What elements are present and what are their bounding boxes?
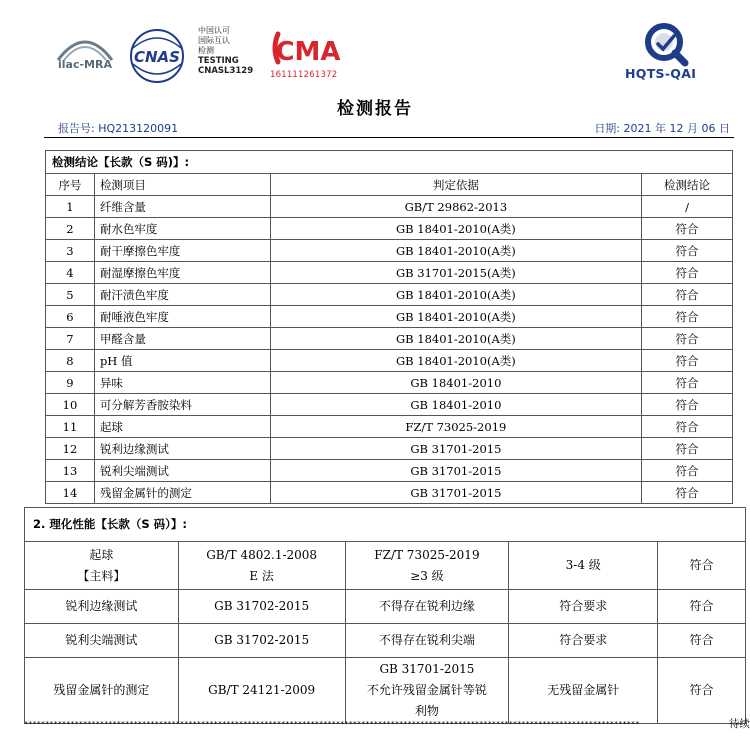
- row-number: 12: [46, 438, 95, 460]
- column-header: 检测项目: [94, 174, 270, 196]
- test-result: [509, 590, 658, 624]
- test-result: [509, 658, 658, 724]
- standard: GB 31701-2015: [270, 438, 641, 460]
- conclusion: 符合: [642, 394, 733, 416]
- row-number: 11: [46, 416, 95, 438]
- test-item: 残留金属针的测定: [94, 482, 270, 504]
- conclusion: 符合: [642, 372, 733, 394]
- test-item: [25, 590, 179, 624]
- conclusion: 符合: [642, 482, 733, 504]
- standard: GB 31701-2015: [270, 460, 641, 482]
- table-row: [46, 350, 733, 372]
- row-number: 4: [46, 262, 95, 284]
- conclusion-table: [45, 150, 733, 504]
- test-method: [178, 624, 345, 658]
- table-row: [46, 372, 733, 394]
- conclusion: 符合: [642, 284, 733, 306]
- row-number: 5: [46, 284, 95, 306]
- requirement-line: GB 31701-2015: [379, 662, 475, 676]
- conclusion: 符合: [642, 240, 733, 262]
- report-date: 日期: 2021 年 12 月 06 日: [594, 122, 730, 135]
- test-method-line: E 法: [249, 568, 274, 583]
- requirement-line: 不得存在锐利尖端: [378, 633, 475, 647]
- test-item: 耐水色牢度: [94, 218, 270, 240]
- standard: GB 18401-2010(A类): [270, 218, 641, 240]
- test-item: 异味: [94, 372, 270, 394]
- standard: GB 18401-2010(A类): [270, 306, 641, 328]
- conclusion: 符合: [642, 438, 733, 460]
- requirement-line: 利物: [414, 704, 439, 718]
- test-item: 锐利尖端测试: [94, 460, 270, 482]
- standard: GB 18401-2010: [270, 394, 641, 416]
- row-number: 10: [46, 394, 95, 416]
- column-header: 检测结论: [642, 174, 733, 196]
- conclusion: 符合: [642, 328, 733, 350]
- conclusion-line: 符合: [689, 633, 714, 647]
- table-row: [46, 218, 733, 240]
- test-method-line: GB 31702-2015: [214, 633, 310, 647]
- test-item: [25, 542, 179, 590]
- test-result-line: 3-4 级: [565, 558, 601, 572]
- standard: GB 18401-2010(A类): [270, 284, 641, 306]
- table-row: [25, 542, 746, 590]
- row-number: 2: [46, 218, 95, 240]
- row-number: 7: [46, 328, 95, 350]
- table-row: [46, 240, 733, 262]
- accreditation-line: CNASL3129: [198, 66, 254, 76]
- conclusion-line: 符合: [689, 599, 714, 613]
- conclusion: 符合: [642, 416, 733, 438]
- conclusion: /: [642, 196, 733, 218]
- standard: GB 18401-2010(A类): [270, 240, 641, 262]
- test-item-line: 锐利边缘测试: [65, 599, 138, 613]
- requirement-line: 不得存在锐利边缘: [378, 599, 475, 613]
- standard: FZ/T 73025-2019: [270, 416, 641, 438]
- conclusion-line: 符合: [689, 558, 714, 572]
- test-result-line: 符合要求: [559, 633, 608, 647]
- test-method: [178, 590, 345, 624]
- accreditation-line: 中国认可: [198, 26, 230, 35]
- row-number: 9: [46, 372, 95, 394]
- row-number: 1: [46, 196, 95, 218]
- conclusion: 符合: [642, 262, 733, 284]
- test-result: [509, 624, 658, 658]
- test-method: [178, 658, 345, 724]
- cma-number: 161111261372: [270, 70, 338, 80]
- report-title: 检测报告: [337, 99, 413, 119]
- section1-heading: 检测结论【长款（S 码)】:: [46, 151, 733, 174]
- column-header: 序号: [46, 174, 95, 196]
- conclusion-line: 符合: [689, 683, 714, 697]
- accreditation-line: TESTING: [198, 56, 239, 66]
- table-row: [46, 328, 733, 350]
- test-item: 可分解芳香胺染料: [94, 394, 270, 416]
- test-item: [25, 624, 179, 658]
- standard: GB/T 29862-2013: [270, 196, 641, 218]
- report-number: 报告号: HQ213120091: [58, 122, 179, 135]
- standard: GB 18401-2010: [270, 372, 641, 394]
- row-number: 8: [46, 350, 95, 372]
- requirement: [345, 590, 509, 624]
- accreditation-text: [198, 26, 253, 76]
- test-item: 锐利边缘测试: [94, 438, 270, 460]
- table-row: [46, 284, 733, 306]
- ilac-mra-logo: [54, 30, 116, 76]
- table-row: [46, 460, 733, 482]
- conclusion: 符合: [642, 350, 733, 372]
- requirement: [345, 542, 509, 590]
- test-item: 耐汗渍色牢度: [94, 284, 270, 306]
- section-heading-row: [46, 151, 733, 174]
- test-item-line: 【主料】: [77, 568, 126, 583]
- row-number: 6: [46, 306, 95, 328]
- test-item: 纤维含量: [94, 196, 270, 218]
- test-item: 耐湿摩擦色牢度: [94, 262, 270, 284]
- column-header: 判定依据: [270, 174, 641, 196]
- test-item: 耐唾液色牢度: [94, 306, 270, 328]
- requirement-line: FZ/T 73025-2019: [374, 547, 480, 562]
- conclusion: [658, 590, 746, 624]
- test-result-line: 符合要求: [559, 599, 608, 613]
- test-method: [178, 542, 345, 590]
- row-number: 13: [46, 460, 95, 482]
- ilac-mra-text: ilac-MRA: [58, 58, 112, 71]
- row-number: 3: [46, 240, 95, 262]
- table-row: [46, 262, 733, 284]
- test-result-line: 无残留金属针: [547, 683, 620, 697]
- conclusion: [658, 542, 746, 590]
- test-item: 耐干摩擦色牢度: [94, 240, 270, 262]
- section-heading-row: [25, 508, 746, 542]
- test-item-line: 锐利尖端测试: [65, 633, 138, 647]
- standard: GB 18401-2010(A类): [270, 328, 641, 350]
- brand-name: HQTS-QAI: [625, 66, 697, 81]
- cma-text: CMA: [275, 37, 341, 67]
- cnas-logo: [124, 28, 190, 84]
- test-item: 甲醛含量: [94, 328, 270, 350]
- table-row: [46, 482, 733, 504]
- table-row: [46, 416, 733, 438]
- conclusion: 符合: [642, 306, 733, 328]
- table-row: [25, 658, 746, 724]
- test-item: 起球: [94, 416, 270, 438]
- test-item-line: 起球: [89, 547, 114, 562]
- conclusion: [658, 658, 746, 724]
- accreditation-line: 国际互认: [198, 36, 230, 45]
- test-item: pH 值: [94, 350, 270, 372]
- test-method-line: GB 31702-2015: [214, 599, 310, 613]
- cnas-text: CNAS: [134, 48, 180, 66]
- physical-chemical-table: [24, 507, 746, 724]
- table-row: [46, 394, 733, 416]
- test-result: [509, 542, 658, 590]
- conclusion: 符合: [642, 460, 733, 482]
- continued-label: 待续: [729, 718, 750, 730]
- table-row: [46, 438, 733, 460]
- requirement-line: ≥3 级: [410, 568, 444, 583]
- table-row: [25, 624, 746, 658]
- conclusion: 符合: [642, 218, 733, 240]
- section2-heading: 2. 理化性能【长款（S 码）】:: [25, 508, 746, 542]
- row-number: 14: [46, 482, 95, 504]
- table-row: [25, 590, 746, 624]
- conclusion: [658, 624, 746, 658]
- standard: GB 18401-2010(A类): [270, 350, 641, 372]
- standard: GB 31701-2015(A类): [270, 262, 641, 284]
- table-row: [46, 306, 733, 328]
- test-method-line: GB/T 4802.1-2008: [206, 547, 318, 562]
- test-method-line: GB/T 24121-2009: [208, 683, 316, 697]
- end-separator: **************************************************************************************************************************************************: [24, 720, 640, 728]
- table-row: [46, 196, 733, 218]
- test-item-line: 残留金属针的测定: [53, 683, 150, 697]
- header-divider: [44, 137, 734, 138]
- table-header-row: [46, 174, 733, 196]
- standard: GB 31701-2015: [270, 482, 641, 504]
- requirement: [345, 624, 509, 658]
- requirement-line: 不允许残留金属针等锐: [366, 683, 487, 697]
- requirement: [345, 658, 509, 724]
- accreditation-line: 检测: [198, 46, 214, 55]
- test-item: [25, 658, 179, 724]
